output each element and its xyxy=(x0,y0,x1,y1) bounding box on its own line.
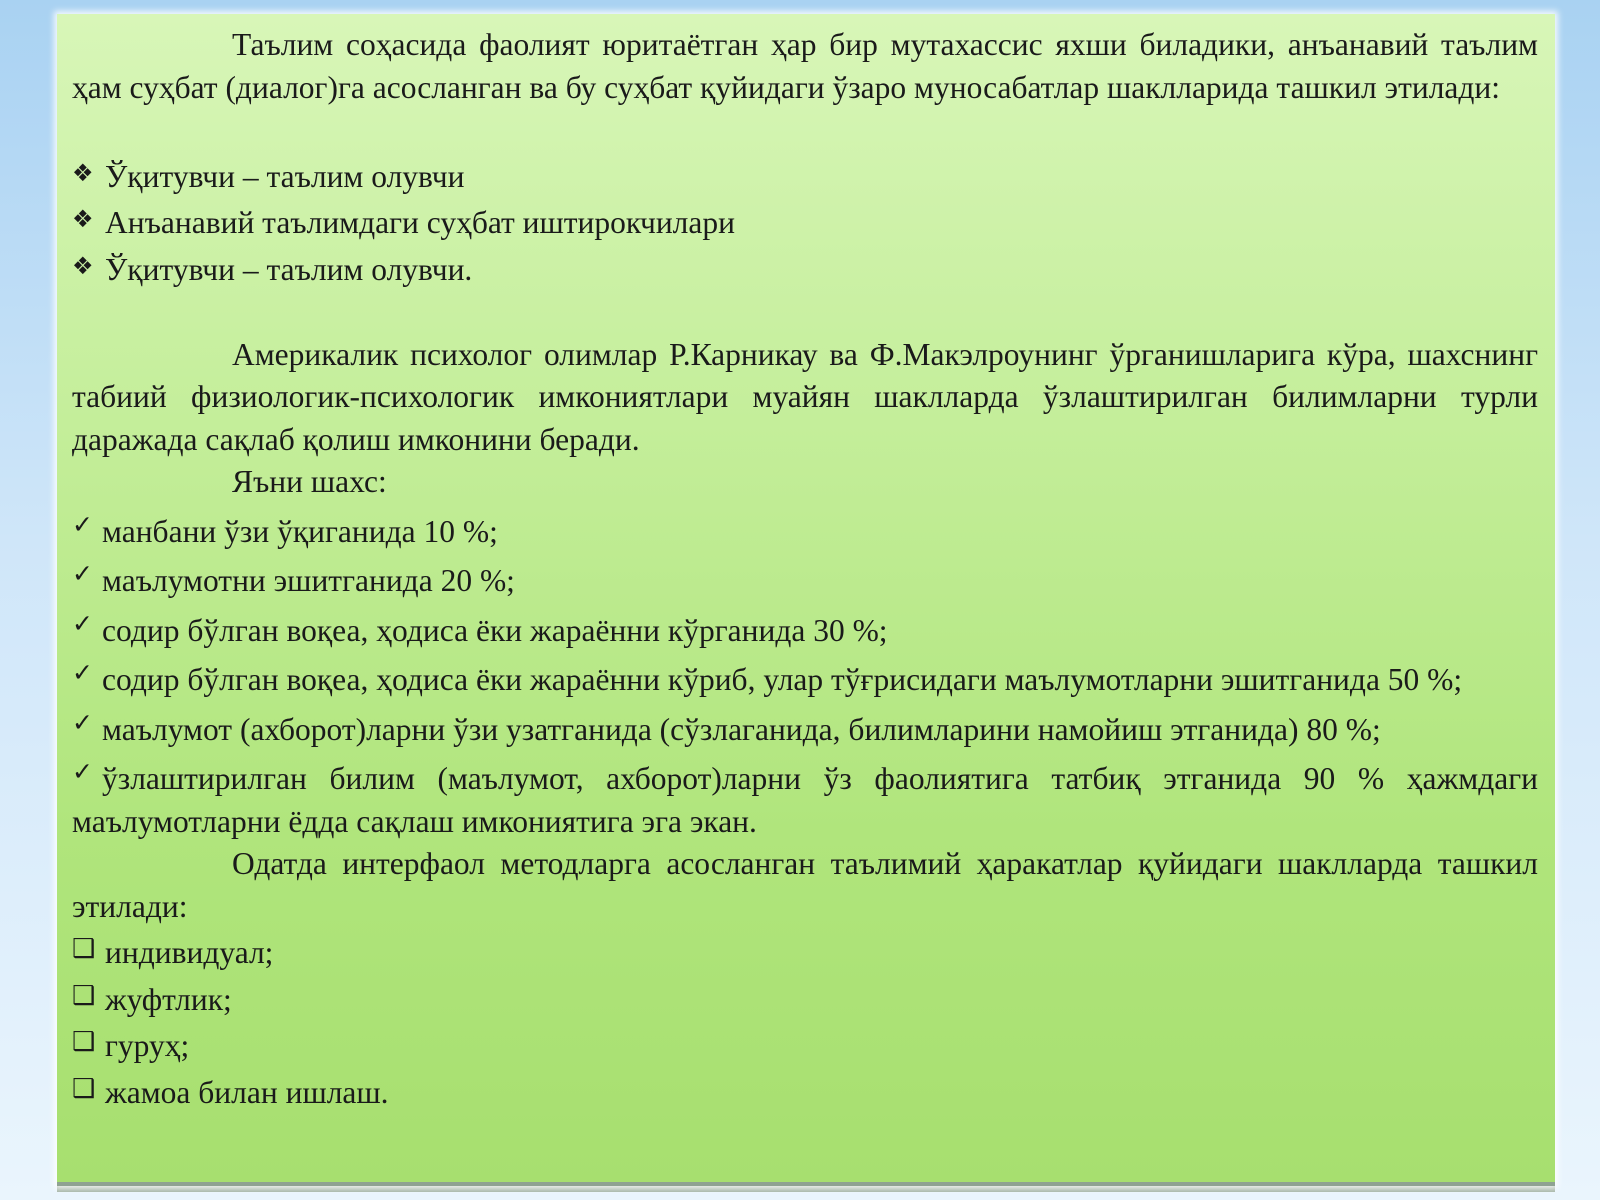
checkmark-bullet-icon: ✓ xyxy=(72,608,93,638)
interactive-paragraph: Одатда интерфаол методларга асосланган таълимий ҳаракатлар қуйидаги шаклларда ташкил этилади: xyxy=(72,846,1538,924)
square-bullet-icon: ❑ xyxy=(72,934,96,964)
interactive-form-item: ❑ индивидуал; xyxy=(72,928,1538,975)
blank-line xyxy=(72,291,1538,334)
interactive-form-item: ❑ жуфтлик; xyxy=(72,975,1538,1022)
dialog-form-item: ❖ Ўқитувчи – таълим олувчи. xyxy=(72,245,1538,292)
research-paragraph: Америкалик психолог олимлар Р.Карникау ва Ф.Макэлроунинг ўрганишларига кўра, шахснинг табиий физиологик-психологик имкониятлари муайян шаклларда ўзлаштирилган билимларни турли даражада сақлаб қолиш имконини беради. xyxy=(72,336,1538,457)
checkmark-bullet-icon: ✓ xyxy=(72,757,93,786)
interactive-form-item: ❑ гуруҳ; xyxy=(72,1021,1538,1068)
retention-item: ✓ маълумотни эшитганида 20 %; xyxy=(72,553,1538,603)
square-bullet-icon: ❑ xyxy=(72,980,96,1011)
intro-paragraph: Таълим соҳасида фаолият юритаётган ҳар бир мутахассис яхши биладики, анъанавий таълим ҳам суҳбат (диалог)га асосланган ва бу суҳбат қуйидаги ўзаро муносабатлар шаклларида ташкил этилади: xyxy=(72,27,1538,105)
diamond-bullet-icon: ❖ xyxy=(72,205,94,233)
slide-text xyxy=(72,24,1538,1114)
retention-item: ✓ маълумот (ахборот)ларни ўзи узатганида (сўзлаганида, билимларини намойиш этганида) 80 %; xyxy=(72,702,1538,752)
checkmark-bullet-icon: ✓ xyxy=(72,658,93,687)
diamond-bullet-icon: ❖ xyxy=(72,251,94,280)
checkmark-bullet-icon: ✓ xyxy=(72,509,93,539)
square-bullet-icon: ❑ xyxy=(72,1073,96,1104)
retention-item: ✓ содир бўлган воқеа, ҳодиса ёки жараённи кўриб, улар тўғрисидаги маълумотларни эшитганида 50 %; xyxy=(72,652,1538,702)
diamond-bullet-icon: ❖ xyxy=(72,158,94,187)
retention-lead: Яъни шахс: xyxy=(232,464,387,499)
retention-item: ✓ манбани ўзи ўқиганида 10 %; xyxy=(72,504,1538,554)
dialog-form-item: ❖ Ўқитувчи – таълим олувчи xyxy=(72,152,1538,199)
square-bullet-icon: ❑ xyxy=(72,1027,96,1057)
retention-item: ✓ содир бўлган воқеа, ҳодиса ёки жараённи кўрганида 30 %; xyxy=(72,603,1538,653)
checkmark-bullet-icon: ✓ xyxy=(72,559,93,588)
slide-panel xyxy=(57,14,1555,1186)
retention-item: ✓ ўзлаштирилган билим (маълумот, ахборот)ларни ўз фаолиятига татбиқ этганида 90 % ҳажмдаги маълумотларни ёдда сақлаш имкониятига эга экан. xyxy=(72,751,1538,843)
blank-line xyxy=(72,109,1538,152)
checkmark-bullet-icon: ✓ xyxy=(72,707,93,737)
dialog-form-item: ❖ Анъанавий таълимдаги суҳбат иштирокчилари xyxy=(72,198,1538,245)
interactive-form-item: ❑ жамоа билан ишлаш. xyxy=(72,1068,1538,1115)
